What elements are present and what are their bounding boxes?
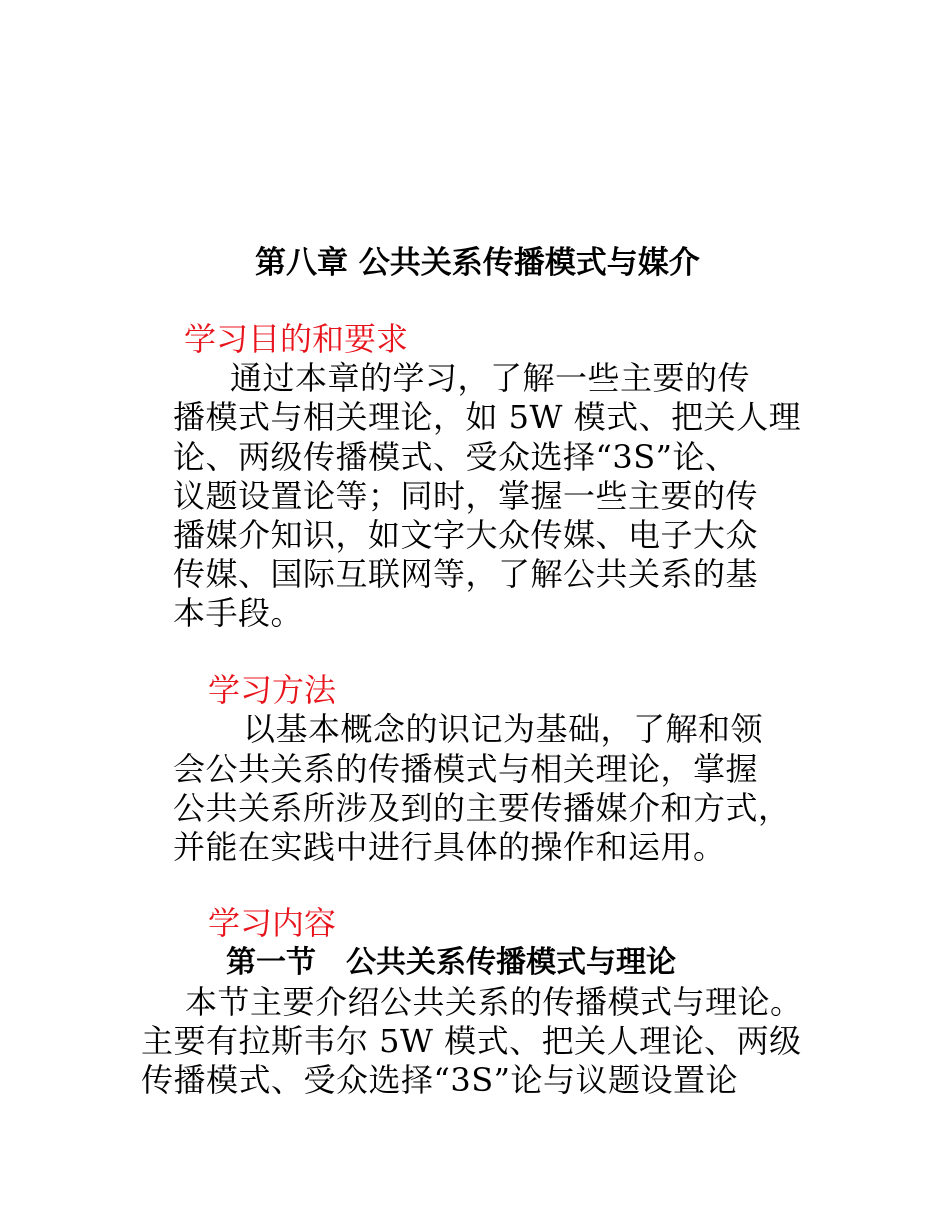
objectives-line: 播模式与相关理论，如 5W 模式、把关人理 [173, 398, 802, 436]
section-title: 第一节 公共关系传播模式与理论 [226, 945, 676, 980]
objectives-line: 论、两级传播模式、受众选择“3S”论、 [173, 438, 738, 476]
chapter-title: 第八章 公共关系传播模式与媒介 [255, 245, 700, 281]
content-line: 传播模式、受众选择“3S”论与议题设置论 [141, 1061, 739, 1099]
objectives-line: 传媒、国际互联网等，了解公共关系的基 [173, 555, 759, 593]
objectives-line: 议题设置论等；同时，掌握一些主要的传 [173, 477, 759, 515]
objectives-heading: 学习目的和要求 [184, 320, 409, 358]
method-line: 并能在实践中进行具体的操作和运用。 [173, 828, 726, 866]
objectives-line: 通过本章的学习，了解一些主要的传 [230, 359, 751, 397]
method-heading: 学习方法 [208, 671, 337, 709]
method-line: 公共关系所涉及到的主要传播媒介和方式， [173, 789, 791, 827]
method-line: 以基本概念的识记为基础，了解和领 [243, 710, 764, 748]
content-line: 主要有拉斯韦尔 5W 模式、把关人理论、两级 [141, 1022, 802, 1060]
content-line: 本节主要介绍公共关系的传播模式与理论。 [185, 983, 803, 1021]
objectives-line: 播媒介知识，如文字大众传媒、电子大众 [173, 516, 759, 554]
content-heading: 学习内容 [208, 904, 337, 942]
method-line: 会公共关系的传播模式与相关理论，掌握 [173, 750, 759, 788]
objectives-line: 本手段。 [173, 594, 304, 632]
